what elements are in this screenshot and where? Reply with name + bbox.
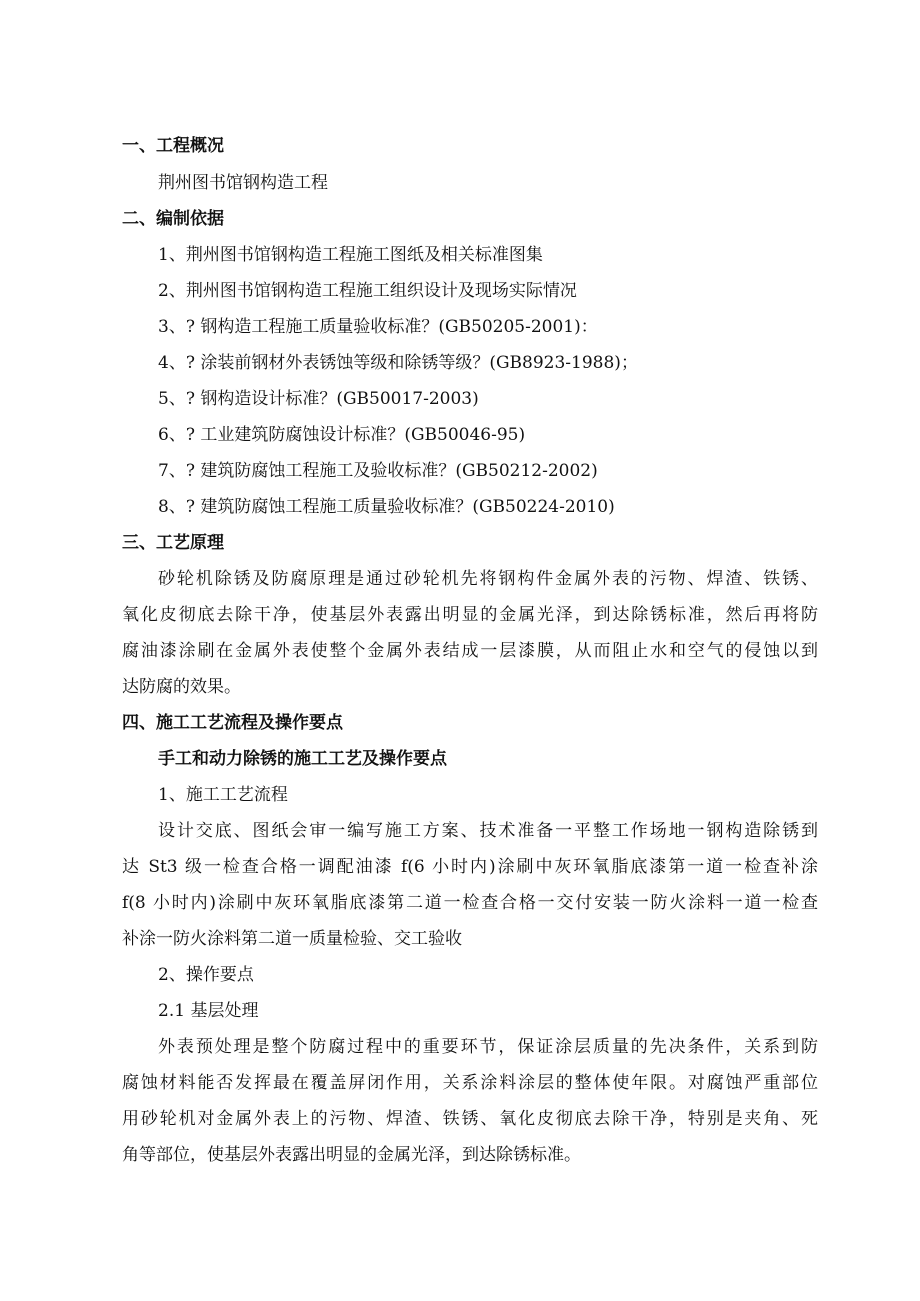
basis-item: 2、荆州图书馆钢构造工程施工组织设计及现场实际情况: [158, 281, 577, 301]
section-heading-process: 四、施工工艺流程及操作要点: [122, 713, 343, 733]
process-subtitle: 手工和动力除锈的施工工艺及操作要点: [158, 749, 447, 769]
basis-item: 7、? 建筑防腐蚀工程施工及验收标准？(GB50212-2002): [158, 461, 598, 481]
basis-item: 5、? 钢构造设计标准？(GB50017-2003): [158, 389, 479, 409]
section-heading-overview: 一、工程概况: [122, 136, 224, 156]
principle-line: 达防腐的效果。: [122, 677, 241, 697]
basis-item: 3、? 钢构造工程施工质量验收标准？(GB50205-2001)：: [158, 317, 598, 337]
principle-line: 腐油漆涂刷在金属外表使整个金属外表结成一层漆膜，从而阻止水和空气的侵蚀以到: [122, 641, 818, 661]
flow-line: 达 St3 级一检查合格一调配油漆 f(6 小时内)涂刷中灰环氧脂底漆第一道一检查补涂: [122, 857, 818, 877]
principle-line: 砂轮机除锈及防腐原理是通过砂轮机先将钢构件金属外表的污物、焊渣、铁锈、: [158, 569, 818, 589]
principle-line: 氧化皮彻底去除干净，使基层外表露出明显的金属光泽，到达除锈标准，然后再将防: [122, 605, 818, 625]
project-name: 荆州图书馆钢构造工程: [158, 173, 328, 193]
flow-line: 补涂一防火涂料第二道一质量检验、交工验收: [122, 929, 462, 949]
base-treatment-line: 角等部位，使基层外表露出明显的金属光泽，到达除锈标准。: [122, 1145, 581, 1165]
base-treatment-line: 腐蚀材料能否发挥最在覆盖屏闭作用，关系涂料涂层的整体使年限。对腐蚀严重部位: [122, 1073, 818, 1093]
flow-line: f(8 小时内)涂刷中灰环氧脂底漆第二道一检查合格一交付安装一防火涂料一道一检查: [122, 893, 818, 913]
basis-item: 6、? 工业建筑防腐蚀设计标准？(GB50046-95): [158, 425, 526, 445]
base-treatment-line: 外表预处理是整个防腐过程中的重要环节，保证涂层质量的先决条件，关系到防: [158, 1037, 818, 1057]
section-heading-principle: 三、工艺原理: [122, 533, 224, 553]
basis-item: 4、? 涂装前钢材外表锈蚀等级和除锈等级？(GB8923-1988)；: [158, 353, 638, 373]
flow-line: 设计交底、图纸会审一编写施工方案、技术准备一平整工作场地一钢构造除锈到: [158, 821, 818, 841]
flow-title: 1、施工工艺流程: [158, 785, 288, 805]
basis-item: 8、? 建筑防腐蚀工程施工质量验收标准？(GB50224-2010): [158, 497, 615, 517]
base-treatment-line: 用砂轮机对金属外表上的污物、焊渣、铁锈、氧化皮彻底去除干净，特别是夹角、死: [122, 1109, 818, 1129]
section-heading-basis: 二、编制依据: [122, 209, 224, 229]
base-treatment-title: 2.1 基层处理: [158, 1001, 259, 1021]
basis-item: 1、荆州图书馆钢构造工程施工图纸及相关标准图集: [158, 245, 543, 265]
ops-title: 2、操作要点: [158, 965, 254, 985]
